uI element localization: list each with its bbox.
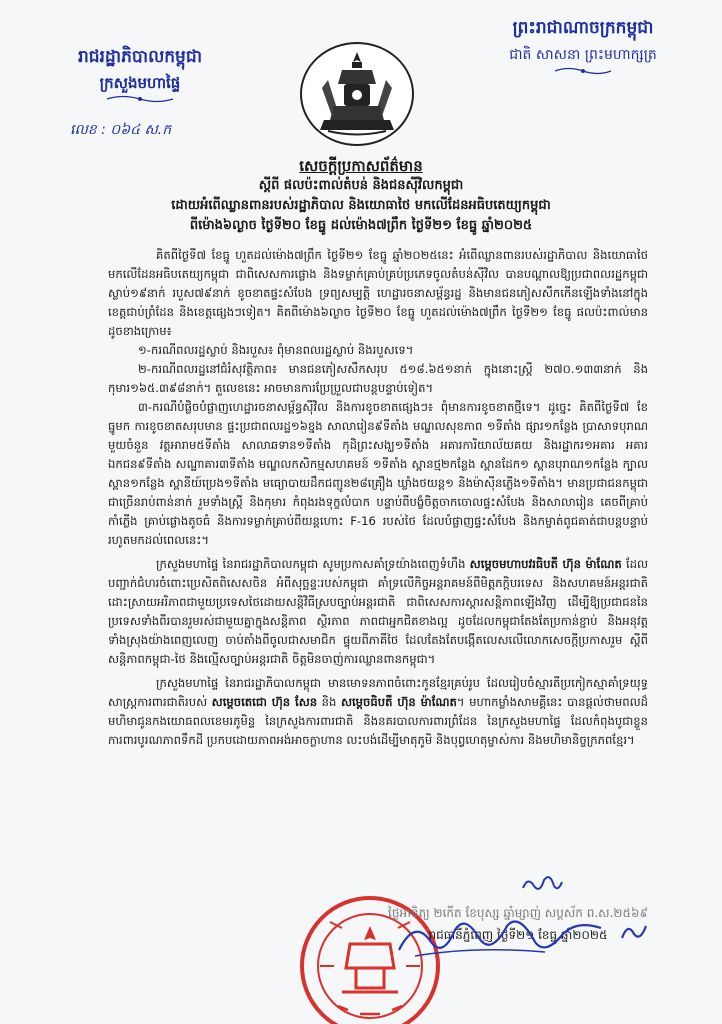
national-motto: ជាតិ សាសនា ព្រះមហាក្សត្រ: [509, 47, 657, 63]
document-body: [108, 246, 648, 750]
item-displaced: ២-ករណីពលរដ្ឋនៅជំរំសុវត្ថិភាព៖ មានជនភៀសសឹកសរុប ៥១៨.៦៥១នាក់ ក្នុងនោះស្ត្រី ២៧០.១៣៣នាក់ និងកុមារ១៦៥.៣៩៨នាក់។ តួលេខនេះ អាចមានការប្រែប្រួលជាបន្តបន្ទាប់ទៀត។: [108, 362, 648, 395]
lunar-date: ថ្ងៃអាទិត្យ ២កើត ខែបុស្ស ឆ្នាំម្សាញ់ សប្តស័ក ព.ស.២៥៦៩: [388, 906, 648, 920]
title-line-2: ស្តីពី ផលប៉ះពាល់តំបន់ និងជនស៊ីវិលកម្ពុជា: [258, 178, 464, 193]
initials-mark-icon: [520, 874, 564, 894]
item-casualties: ១-ករណីពលរដ្ឋស្លាប់ និងរបួស៖ ពុំមានពលរដ្ឋស្លាប់ និងរបួសទេ។: [138, 343, 414, 357]
reference-number: លេខ : ០៦៤ ស.ក: [70, 122, 172, 138]
document-title: [90, 156, 632, 236]
item-damage: ៣-ករណីបំផ្លិចបំផ្លាញហេដ្ឋារចនាសម្ព័ន្ធស៊ីវិល និងការខូចខាតផ្សេងៗ៖ ពុំមានការខូចខាតថ្មីទេ។ ដូច្នេះ គិតពីថ្ងៃទី៧ ខែធ្នូមក ការខូចខាតសរុបមាន ផ្ទះប្រជាពលរដ្ឋ១៦ខ្នង សាលារៀន៩ទីតាំង មណ្ឌលសុខភាព ១ទីតាំង ផ្សារ១កន្លែង ប្រាសាទបុរាណមួយចំនួន វត្តអារាម៥ទីតាំង សាលាឆទាន១ទីតាំង កុដិព្រះសង្ឃ១ទីតាំង អគារការិយាល័យគយ និងរដ្ឋាករ១អគារ អគារឯកជន៩ទីតាំង សណ្ឋាគារ៣ទីតាំង មណ្ឌលកសិកម្មសហគមន៍ ១ទីតាំង ស្ពានថ្ម២កន្លែង ស្ពានដែក១ ស្ពានបុរាណ១កន្លែង ក្បាលស្ពាន១កន្លែង ស្ពានីយ៍ប្រេង១ទីតាំង មធ្យោបាយដឹកជញ្ជូន២៨គ្រឿង ឃ្លាំងថយន្ត១ និងម៉ាស៊ីនភ្លើង១ទីតាំង។ មានប្រជាជនកម្ពុជាជាច្រើនរាប់ពាន់នាក់ រួមទាំងស្ត្រី និងកុមារ កំពុងរងទុក្ខលំបាក បន្ទាប់ពីបង្ខំចិត្តចាកចោលផ្ទះសំបែង និងសាលារៀន គេចពីគ្រាប់កាំភ្លើង គ្រាប់ផ្លោងតូចធំ និងការទម្លាក់គ្រាប់ពីយន្តហោះ F-16 របស់ថៃ ដែលបំផ្លាញផ្ទះសំបែង និងកម្ចាត់ពូជគាត់ជាបន្តបន្ទាប់រហូតមកដល់ពេលនេះ។: [108, 400, 648, 547]
title-line-4: ពីម៉ោង៦ល្ងាច ថ្ងៃទី២០ ខែធ្នូ ដល់ម៉ោង៧ព្រឹក ថ្ងៃទី២១ ខែធ្នូ ឆ្នាំ២០២៥: [189, 218, 533, 233]
royal-coat-of-arms-icon: [298, 40, 416, 148]
leader-name-1: សម្តេចតេជោ ហ៊ុន សែន: [211, 695, 318, 709]
pride-text-a: ក្រសួងមហាផ្ទៃ នៃរាជរដ្ឋាភិបាលកម្ពុជា មានមោទនភាពចំពោះកូនខ្មែរគ្រប់រូប ដែលរៀបចំស្មារតីប្រកៀកស្មាគាំទ្រយុទ្ធសាស្ត្រការពារជាតិរបស់: [108, 676, 648, 709]
initials-mark-icon: [618, 920, 650, 944]
ornament-divider-icon: [553, 66, 613, 76]
pride-paragraph: [108, 674, 648, 750]
kingdom-name: ព្រះរាជាណាចក្រកម្ពុជា: [512, 18, 654, 38]
issuer-header: [40, 44, 240, 104]
title-line-1: សេចក្តីប្រកាសព័ត៌មាន: [299, 157, 423, 175]
pride-text-b: ។ មហាកម្លាំងសាមគ្គីនេះ បានផ្តល់ថាមពលដ៏មហិមាជូនកងយោធពលខេមរភូមិន្ទ នៃក្រសួងការពារជាតិ និងនគរបាលការពារព្រំដែន នៃក្រសួងមហាផ្ទៃ ដែលកំពុងបូជាខ្លួនការពារបូរណភាពទឹកដី ប្រកបដោយភាពអង់អាចក្លាហាន លះបង់ដើម្បីមាតុភូមិ និងបុព្វហេតុម្ចាស់ការ និងមហិមានិច្ចក្រភពខ្មែរ។: [108, 695, 649, 747]
kingdom-header: [468, 14, 698, 76]
signature-icon: [395, 912, 605, 962]
intro-paragraph: គិតពីថ្ងៃទី៧ ខែធ្នូ ហួតដល់ម៉ោង៧ព្រឹក ថ្ងៃទី២១ ខែធ្នូ ឆ្នាំ២០២៥នេះ អំពើឈ្លានពានរបស់រដ្ឋាភិបាល និងយោធាថៃ មកលើដែនអធិបតេយ្យកម្ពុជា ជាពិសេសការផ្លោង និងទម្លាក់គ្រាប់គ្រប់ប្រភេទចូលតំបន់ស៊ីវិល បានបណ្តាលឱ្យប្រជាពលរដ្ឋកម្ពុជាស្លាប់១៩នាក់ របួស៧៩នាក់ ខូចខាតផ្ទះសំបែង ទ្រព្យសម្បត្តិ ហេដ្ឋារចនាសម្ព័ន្ធរដ្ឋ និងមានជនភៀសសឹកកើនឡើងទាំងនៅក្នុងខេត្តជាប់ព្រំដែន និងខេត្តផ្សេងៗទៀត។ គិតពីម៉ោង៦ល្ងាច ថ្ងៃទី២០ ខែធ្នូ ហួតដល់ម៉ោង៧ព្រឹក ថ្ងៃទី២១ ខែធ្នូ ផលប៉ះពាល់មានដូចខាងក្រោម៖: [108, 248, 648, 338]
leader-name-2: សម្តេចធិបតី ហ៊ុន ម៉ាណែត: [340, 695, 457, 709]
solar-date: រាជធានីភ្នំពេញ ថ្ងៃទី២១ ខែធ្នូ ឆ្នាំ២០២៥: [428, 928, 608, 942]
support-paragraph: [108, 555, 648, 669]
title-line-3: ដោយអំពើឈ្លានពានរបស់រដ្ឋាភិបាល និងយោធាថៃ មកលើដែនអធិបតេយ្យកម្ពុជា: [171, 198, 551, 213]
conjunction-text: និង: [317, 695, 341, 709]
support-text-a: ក្រសួងមហាផ្ទៃ នៃរាជរដ្ឋាភិបាលកម្ពុជា សូមប្រកាសគាំទ្រយ៉ាងពេញទំហឹង: [156, 557, 470, 571]
support-text-b: ដែលបញ្ជាក់ជំហរចំពោះប្រេសិតពិសេសចិន អំពីសុច្ឆន្ទៈរបស់កម្ពុជា គាំទ្រលើកិច្ចអន្តរាគមន៍ពីមិត្តភក្តិបរទេស និងសហគមន៍អន្តរជាតិ ដោះស្រាយអរិភាពជាមួយប្រទេសថៃដោយសន្តិវិធីស្របច្បាប់អន្តរជាតិ ជាពិសេសការស្តារសន្តិភាពឡើងវិញ ដើម្បីឱ្យប្រជាជននៃប្រទេសទាំងពីរបានរួមរស់ជាមួយគ្នាក្នុងសន្តិភាព ស្ថិរភាព ភាពជាអ្នកជិតខាងល្អ ដូចដែលកម្ពុជាតែងតែប្រកាន់ខ្ជាប់ និងអនុវត្តទាំងស្រុងយ៉ាងពេញលេញ ចាប់តាំងពីចូលជាសមាជិក ផ្ទុយពីភាគីថៃ ដែលតែងតែបង្កើតលេសលើលោកសេចក្តីប្រកាសរួម ស្តីពី សន្តិភាពកម្ពុជា-ថៃ និងល្មើសច្បាប់អន្តរជាតិ ចិត្តមិនចាញ់ការឈ្លានពានកម្ពុជា។: [108, 557, 649, 666]
leader-name: សម្តេចមហាបវរធិបតី ហ៊ុន ម៉ាណែត: [469, 557, 622, 571]
ornament-divider-icon: [105, 94, 175, 104]
ministry-name: ក្រសួងមហាផ្ទៃ: [99, 74, 181, 92]
government-name: រាជរដ្ឋាភិបាលកម្ពុជា: [77, 47, 203, 67]
